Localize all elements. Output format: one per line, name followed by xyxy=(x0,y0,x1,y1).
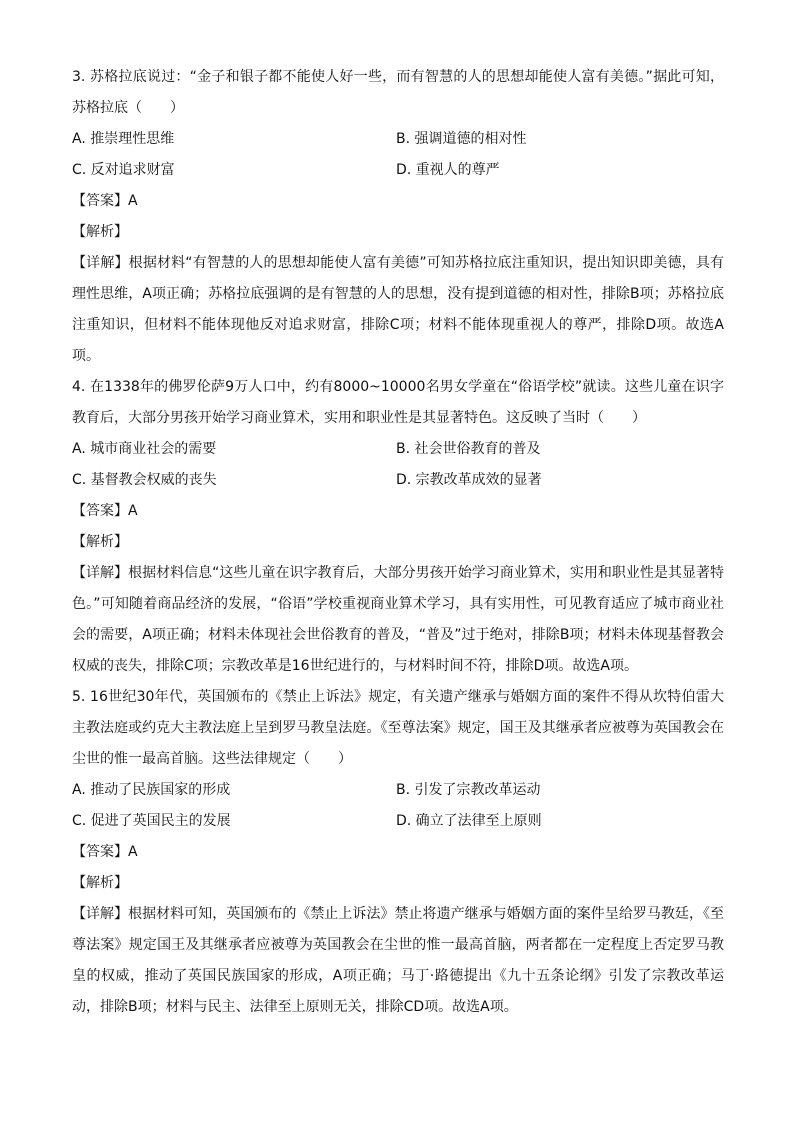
option-c: C. 基督教会权威的丧失 xyxy=(72,472,217,488)
answer-line: 【答案】A xyxy=(72,503,138,519)
options-grid xyxy=(72,775,724,837)
option-b: B. 强调道德的相对性 xyxy=(396,131,527,147)
option-b: B. 引发了宗教改革运动 xyxy=(396,782,541,798)
analysis-label: 【解析】 xyxy=(72,534,128,550)
analysis-label: 【解析】 xyxy=(72,875,128,891)
analysis-label: 【解析】 xyxy=(72,224,128,240)
option-a: A. 推动了民族国家的形成 xyxy=(72,782,231,798)
detail-text: 【详解】根据材料“有智慧的人的思想却能使人富有美德”可知苏格拉底注重知识，提出知识即美德，具有理性思维，A项正确；苏格拉底强调的是有智慧的人的思想，没有提到道德的相对性，排除B项；苏格拉底注重知识，但材料不能体现他反对追求财富，排除C项；材料不能体现重视人的尊严，排除D项。故选A项。 xyxy=(72,255,724,364)
option-d: D. 宗教改革成效的显著 xyxy=(396,472,542,488)
question-4 xyxy=(72,372,724,682)
detail-text: 【详解】根据材料可知，英国颁布的《禁止上诉法》禁止将遗产继承与婚姻方面的案件呈给罗马教廷，《至尊法案》规定国王及其继承者应被尊为英国教会在尘世的惟一最高首脑，两者都在一定程度上否定罗马教皇的权威，推动了英国民族国家的形成，A项正确；马丁·路德提出《九十五条论纲》引发了宗教改革运动，排除B项；材料与民主、法律至上原则无关，排除CD项。故选A项。 xyxy=(72,906,724,1015)
option-a: A. 推崇理性思维 xyxy=(72,131,175,147)
option-c: C. 促进了英国民主的发展 xyxy=(72,813,231,829)
document-page xyxy=(72,62,724,1023)
question-stem: 5. 16世纪30年代，英国颁布的《禁止上诉法》规定，有关遗产继承与婚姻方面的案件不得从坎特伯雷大主教法庭或约克大主教法庭上呈到罗马教皇法庭。《至尊法案》规定，国王及其继承者应被尊为英国教会在尘世的惟一最高首脑。这些法律规定（ ） xyxy=(72,689,724,767)
option-d: D. 确立了法律至上原则 xyxy=(396,813,542,829)
question-stem: 3. 苏格拉底说过：“金子和银子都不能使人好一些，而有智慧的人的思想却能使人富有美德。”据此可知，苏格拉底（ ） xyxy=(72,69,724,116)
option-c: C. 反对追求财富 xyxy=(72,162,175,178)
answer-line: 【答案】A xyxy=(72,193,138,209)
option-b: B. 社会世俗教育的普及 xyxy=(396,441,541,457)
option-a: A. 城市商业社会的需要 xyxy=(72,441,217,457)
option-d: D. 重视人的尊严 xyxy=(396,162,500,178)
question-stem: 4. 在1338年的佛罗伦萨9万人口中，约有8000~10000名男女学童在“俗语学校”就读。这些儿童在识字教育后，大部分男孩开始学习商业算术，实用和职业性是其显著特色。这反映了当时（ ） xyxy=(72,379,724,426)
options-grid xyxy=(72,124,724,186)
answer-line: 【答案】A xyxy=(72,844,138,860)
options-grid xyxy=(72,434,724,496)
question-3 xyxy=(72,62,724,372)
detail-text: 【详解】根据材料信息“这些儿童在识字教育后，大部分男孩开始学习商业算术，实用和职业性是其显著特色。”可知随着商品经济的发展，“俗语”学校重视商业算术学习，具有实用性，可见教育适应了城市商业社会的需要，A项正确；材料未体现社会世俗教育的普及，“普及”过于绝对，排除B项；材料未体现基督教会权威的丧失，排除C项；宗教改革是16世纪进行的，与材料时间不符，排除D项。故选A项。 xyxy=(72,565,724,674)
question-5 xyxy=(72,682,724,1023)
